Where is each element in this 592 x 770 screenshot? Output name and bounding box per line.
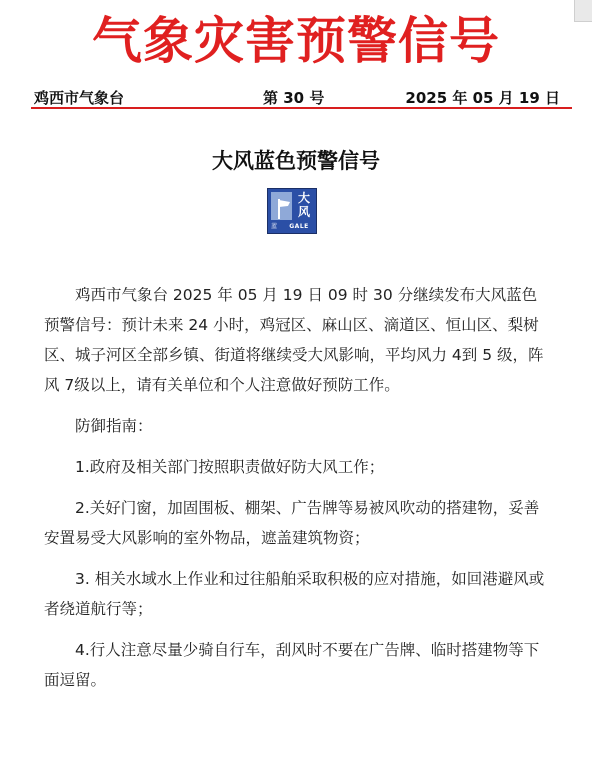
header-divider: [31, 107, 572, 109]
icon-caption: GALE: [289, 223, 309, 230]
signal-title: 大风蓝色预警信号: [212, 149, 380, 173]
guide-item-3: 3. 相关水域水上作业和过往船舶采取积极的应对措施，如回港避风或者绕道航行等；: [44, 570, 545, 618]
issue-number: 第 30 号: [263, 89, 325, 107]
guide-item-1: 1.政府及相关部门按照职责做好防大风工作；: [75, 458, 385, 476]
issue-date: 2025 年 05 月 19 日: [405, 89, 560, 107]
icon-char-feng: 风: [297, 205, 310, 219]
wind-blue-warning-icon: [267, 188, 317, 234]
flag-panel: [271, 192, 292, 220]
icon-char-da: 大: [297, 191, 310, 205]
document-header-title: 气象灾害预警信号: [92, 12, 500, 70]
main-paragraph: 鸡西市气象台 2025 年 05 月 19 日 09 时 30 分继续发布大风蓝色预警信号：预计未来 24 小时，鸡冠区、麻山区、滴道区、恒山区、梨树区、城子河区全部乡镇、街道将继续受大风影响，平均风力 4到 5 级，阵风 7级以上，请有关单位和个人注意做好预防工作。: [44, 286, 544, 394]
guide-item-4: 4.行人注意尽量少骑自行车，刮风时不要在广告牌、临时搭建物等下面逗留。: [44, 641, 540, 689]
guide-item-2: 2.关好门窗，加固围板、棚架、广告牌等易被风吹动的搭建物，妥善安置易受大风影响的室外物品，遮盖建筑物资；: [44, 499, 540, 547]
guide-title: 防御指南：: [75, 417, 153, 435]
issuing-office: 鸡西市气象台: [34, 89, 125, 107]
icon-level-label: 蓝: [271, 223, 278, 230]
document-meta-row: [34, 88, 560, 108]
document-body: [44, 280, 552, 706]
wind-flag-icon: [277, 198, 291, 220]
